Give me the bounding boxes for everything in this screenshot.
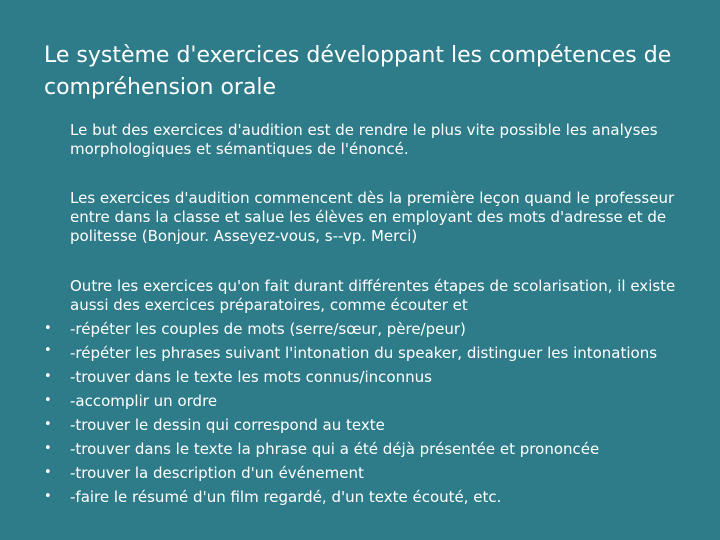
list-item-text: -faire le résumé d'un film regardé, d'un texte écouté, etc. — [70, 488, 502, 506]
paragraph-first-lesson: Les exercices d'audition commencent dès la première leçon quand le professeur entre dans la classe et salue les élèves en employant des mots d'adresse et de politesse (Bonjour. Asseyez-vous, s--vp. Merci) — [70, 189, 675, 245]
bullet-icon: • — [44, 393, 52, 408]
list-item — [0, 413, 670, 437]
bullet-icon: • — [44, 369, 52, 384]
bullet-icon: • — [44, 465, 52, 480]
list-item — [0, 341, 670, 365]
list-item — [0, 365, 670, 389]
exercise-list — [0, 317, 720, 509]
list-item — [0, 437, 670, 461]
bullet-icon: • — [44, 417, 52, 432]
bullet-icon: • — [44, 489, 52, 504]
bullet-icon: • — [44, 321, 52, 336]
slide-title: Le système d'exercices développant les compétences de compréhension orale — [44, 43, 672, 100]
bullet-icon: • — [44, 343, 52, 358]
list-item-text: -trouver dans le texte la phrase qui a été déjà présentée et prononcée — [70, 440, 600, 458]
paragraph-goal: Le but des exercices d'audition est de rendre le plus vite possible les analyses morphologiques et sémantiques de l'énoncé. — [70, 121, 658, 158]
list-item — [0, 485, 670, 509]
list-item-text: -répéter les couples de mots (serre/sœur, père/peur) — [70, 320, 466, 338]
list-item-text: -accomplir un ordre — [70, 392, 218, 410]
list-item — [0, 389, 670, 413]
list-item-text: -trouver dans le texte les mots connus/inconnus — [70, 368, 432, 386]
list-item — [0, 317, 670, 341]
bullet-icon: • — [44, 441, 52, 456]
list-item-text: -trouver le dessin qui correspond au texte — [70, 416, 385, 434]
list-item-text: -trouver la description d'un événement — [70, 464, 364, 482]
paragraph-preparatory: Outre les exercices qu'on fait durant différentes étapes de scolarisation, il existe aussi des exercices préparatoires, comme écouter et — [70, 277, 676, 314]
list-item — [0, 461, 670, 485]
list-item-text: -répéter les phrases suivant l'intonation du speaker, distinguer les intonations — [70, 344, 658, 362]
